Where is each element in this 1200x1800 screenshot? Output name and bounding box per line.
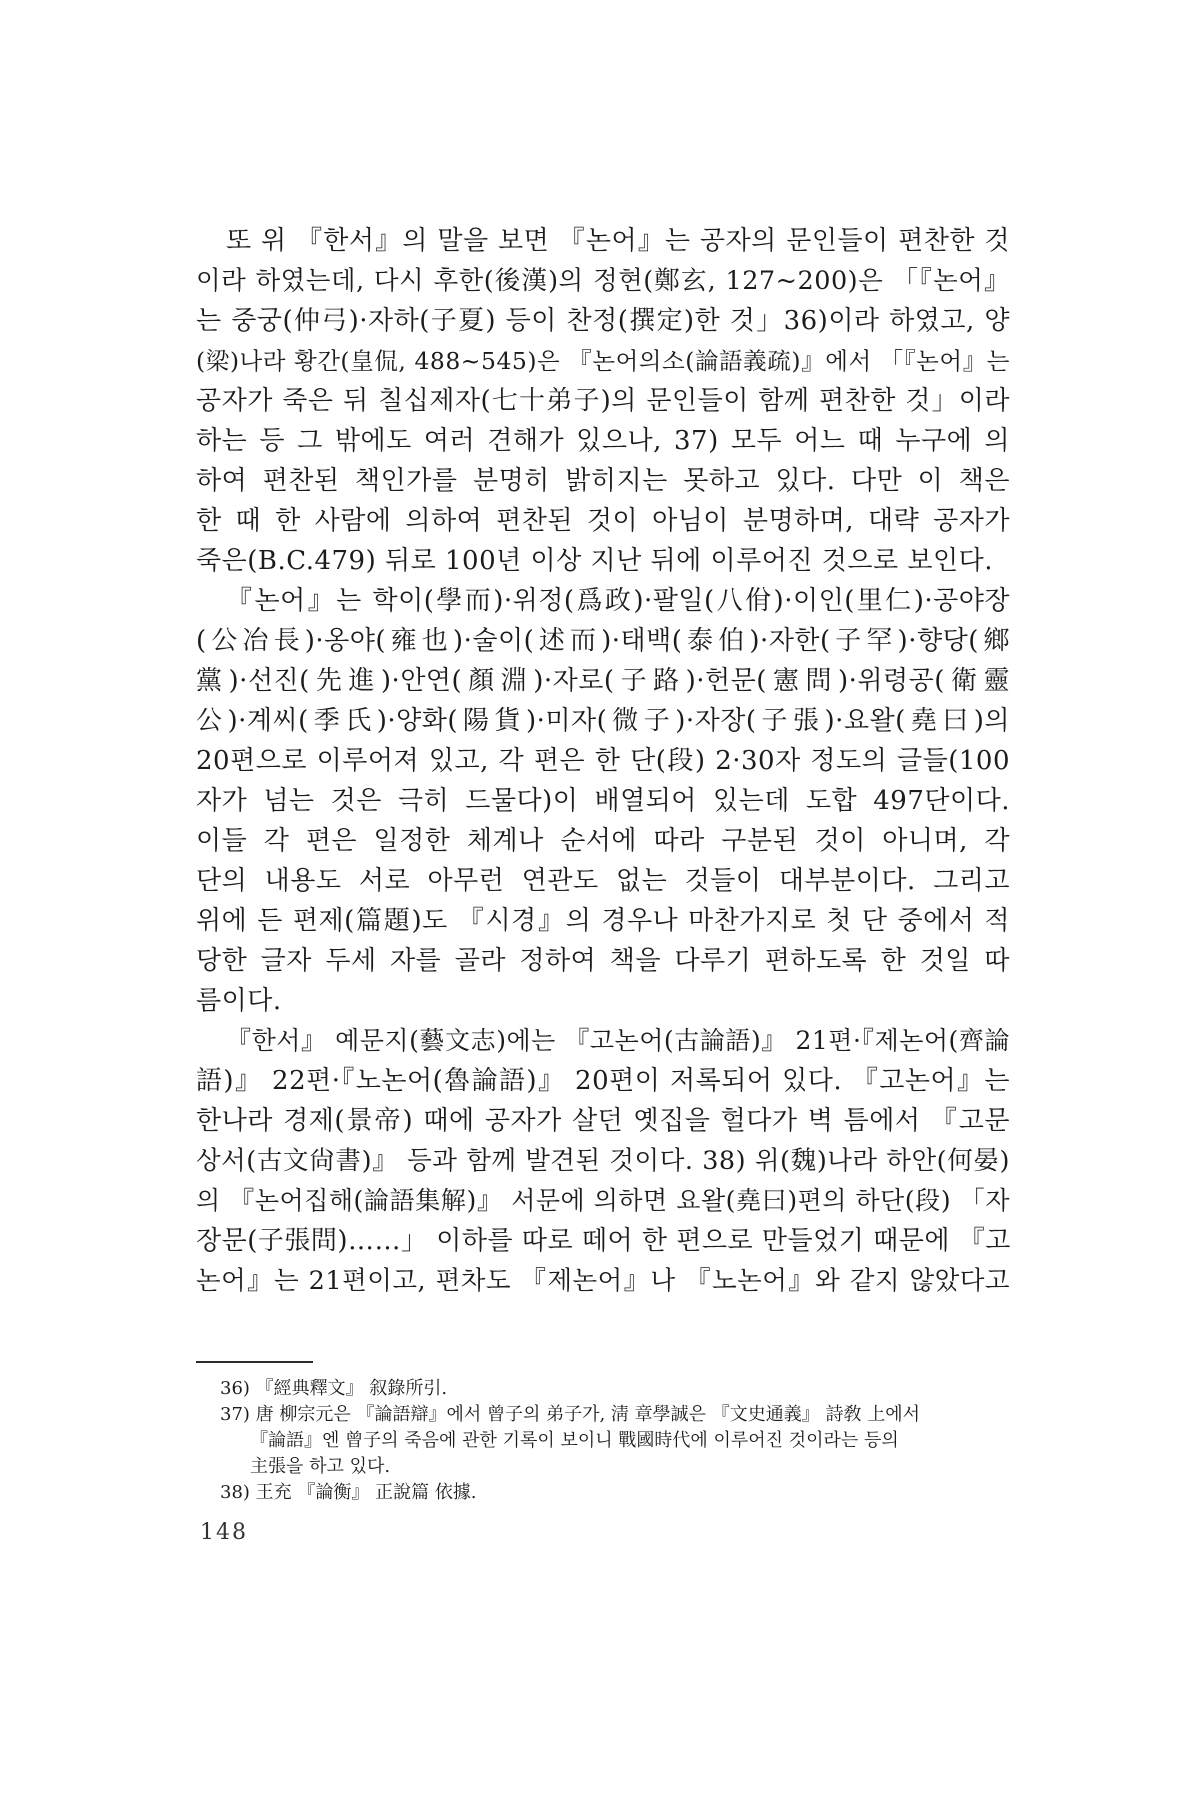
footnote-37-continuation: 『論語』엔 曾子의 죽음에 관한 기록이 보이니 戰國時代에 이루어진 것이라는 등의 bbox=[250, 1430, 899, 1451]
body-line: 논어』는 21편이고, 편차도 『제논어』나 『노논어』와 같지 않았다고 bbox=[196, 1266, 1010, 1296]
body-line: (梁)나라 황간(皇侃, 488~545)은 『논어의소(論語義疏)』에서 「『논어』는 bbox=[196, 347, 1010, 375]
body-line: 또 위 『한서』의 말을 보면 『논어』는 공자의 문인들이 편찬한 것 bbox=[226, 226, 1010, 256]
footnote-38: 38) 王充 『論衡』 正說篇 依據. bbox=[220, 1482, 477, 1503]
body-line: 公)·계씨(季氏)·양화(陽貨)·미자(微子)·자장(子張)·요왈(堯曰)의 bbox=[196, 706, 1010, 736]
footnote-37: 37) 唐 柳宗元은 『論語辯』에서 曾子의 弟子가, 淸 章學誠은 『文史通義』 詩敎 上에서 bbox=[220, 1404, 920, 1425]
body-text bbox=[196, 221, 1010, 1301]
body-line: 는 중궁(仲弓)·자하(子夏) 등이 찬정(撰定)한 것」36)이라 하였고, 양 bbox=[196, 306, 1010, 336]
body-line: 장문(子張問)……」 이하를 따로 떼어 한 편으로 만들었기 때문에 『고 bbox=[196, 1226, 1011, 1256]
body-line: 자가 넘는 것은 극히 드물다)이 배열되어 있는데 도합 497단이다. bbox=[196, 786, 1010, 816]
body-line: 한나라 경제(景帝) 때에 공자가 살던 옛집을 헐다가 벽 틈에서 『고문 bbox=[196, 1106, 1010, 1136]
body-line: 죽은(B.C.479) 뒤로 100년 이상 지난 뒤에 이루어진 것으로 보인다. bbox=[196, 546, 993, 576]
body-line: 한 때 한 사람에 의하여 편찬된 것이 아님이 분명하며, 대략 공자가 bbox=[196, 506, 1010, 536]
footnote-divider bbox=[196, 1361, 313, 1363]
body-line: 의 『논어집해(論語集解)』 서문에 의하면 요왈(堯曰)편의 하단(段) 「자 bbox=[196, 1186, 1010, 1215]
body-line: 黨)·선진(先進)·안연(顏淵)·자로(子路)·헌문(憲問)·위령공(衛靈 bbox=[196, 666, 1010, 696]
body-line: 하는 등 그 밖에도 여러 견해가 있으나, 37) 모두 어느 때 누구에 의 bbox=[196, 426, 1010, 456]
footnote-37-continuation: 主張을 하고 있다. bbox=[250, 1456, 391, 1477]
body-line: 름이다. bbox=[196, 986, 282, 1016]
footnotes bbox=[220, 1376, 1010, 1506]
body-line: 『한서』 예문지(藝文志)에는 『고논어(古論語)』 21편·『제논어(齊論 bbox=[226, 1026, 1010, 1055]
body-line: 이라 하였는데, 다시 후한(後漢)의 정현(鄭玄, 127~200)은 「『논어』 bbox=[196, 266, 1010, 296]
page-number: 148 bbox=[200, 1520, 248, 1545]
body-line: 단의 내용도 서로 아무런 연관도 없는 것들이 대부분이다. 그리고 bbox=[196, 866, 1010, 896]
body-line: 위에 든 편제(篇題)도 『시경』의 경우나 마찬가지로 첫 단 중에서 적 bbox=[196, 906, 1010, 936]
body-line: 『논어』는 학이(學而)·위정(爲政)·팔일(八佾)·이인(里仁)·공야장 bbox=[226, 586, 1010, 616]
body-line: (公冶長)·옹야(雍也)·술이(述而)·태백(泰伯)·자한(子罕)·향당(鄉 bbox=[196, 626, 1010, 656]
body-line: 상서(古文尙書)』 등과 함께 발견된 것이다. 38) 위(魏)나라 하안(何晏) bbox=[196, 1146, 1010, 1176]
body-line: 당한 글자 두세 자를 골라 정하여 책을 다루기 편하도록 한 것일 따 bbox=[196, 946, 1010, 976]
footnote-36: 36) 『經典釋文』 叙錄所引. bbox=[220, 1378, 448, 1399]
body-line: 공자가 죽은 뒤 칠십제자(七十弟子)의 문인들이 함께 편찬한 것」이라 bbox=[196, 386, 1010, 416]
body-line: 하여 편찬된 책인가를 분명히 밝히지는 못하고 있다. 다만 이 책은 bbox=[196, 466, 1010, 496]
body-line: 語)』 22편·『노논어(魯論語)』 20편이 저록되어 있다. 『고논어』는 bbox=[196, 1066, 1010, 1096]
body-line: 이들 각 편은 일정한 체계나 순서에 따라 구분된 것이 아니며, 각 bbox=[196, 826, 1010, 856]
body-line: 20편으로 이루어져 있고, 각 편은 한 단(段) 2·30자 정도의 글들(100 bbox=[196, 746, 1010, 776]
